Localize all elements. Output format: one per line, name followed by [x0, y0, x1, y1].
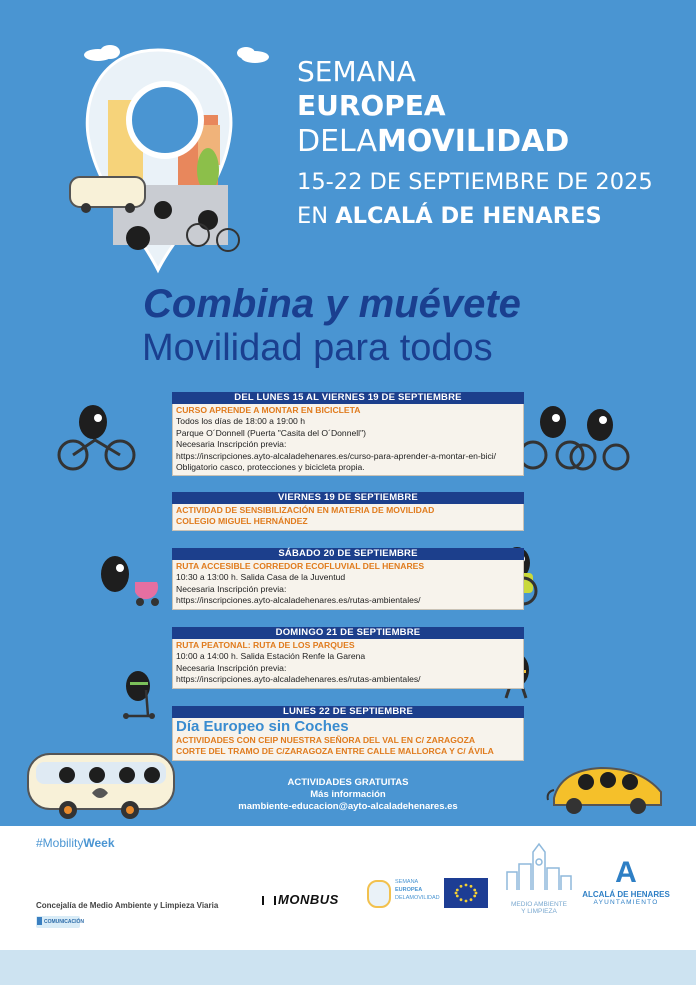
- event-link[interactable]: https://inscripciones.ayto-alcaladehenares.es/rutas-ambientales/: [176, 595, 421, 606]
- parent-stroller-icon: [95, 552, 165, 610]
- hashtag[interactable]: [36, 836, 115, 850]
- comunicacion-logo: [36, 916, 84, 928]
- comunicacion-icon: [37, 917, 42, 925]
- comunicacion-text: COMUNICACIÓN: [44, 919, 84, 925]
- cyclist-left-icon: [55, 400, 140, 475]
- event-date: DEL LUNES 15 AL VIERNES 19 DE SEPTIEMBRE: [172, 392, 524, 404]
- semana-movilidad-logo: [367, 878, 443, 908]
- event-line: Todos los días de 18:00 a 19:00 h: [176, 416, 306, 427]
- place-prefix: EN: [297, 203, 329, 229]
- title-movilidad-bold: MOVILIDAD: [376, 124, 570, 159]
- city-skyline-icon: [503, 842, 575, 892]
- event-line: 10:30 a 13:00 h. Salida Casa de la Juventud: [176, 572, 346, 583]
- contact-email[interactable]: mambiente-educacion@ayto-alcaladehenares.es: [238, 801, 458, 812]
- hashtag-mobility: #Mobility: [36, 836, 84, 850]
- event-headline: Día Europeo sin Coches: [176, 718, 349, 735]
- title-movilidad: [297, 124, 570, 159]
- place-name: ALCALÁ DE HENARES: [335, 203, 602, 229]
- monbus-text: MONBUS: [278, 892, 339, 907]
- hashtag-week: Week: [83, 836, 115, 850]
- event-title: RUTA PEATONAL: RUTA DE LOS PARQUES: [176, 640, 355, 650]
- pin-icon: [367, 880, 391, 908]
- scooter-icon: [118, 668, 160, 720]
- event-line: Necesaria Inscripción previa:: [176, 583, 287, 594]
- free-info: [198, 777, 498, 813]
- event-line: Obligatorio casco, protecciones y bicicleta propia.: [176, 462, 365, 473]
- event-title: RUTA ACCESIBLE CORREDOR ECOFLUVIAL DEL HENARES: [176, 561, 425, 571]
- event-title: CURSO APRENDE A MONTAR EN BICICLETA: [176, 405, 361, 415]
- monbus-icon: [262, 896, 276, 905]
- alcala-text: ALCALÁ DE HENARES: [582, 890, 670, 899]
- event-box-parks-route: [172, 627, 524, 689]
- event-line: Necesaria Inscripción previa:: [176, 662, 287, 673]
- event-box-awareness: [172, 492, 524, 531]
- title-europea: EUROPEA: [297, 89, 446, 122]
- event-title: ACTIVIDADES CON CEIP NUESTRA SEÑORA DEL VAL EN C/ ZARAGOZA: [176, 735, 476, 745]
- event-place: [297, 205, 602, 228]
- event-box-car-free-day: [172, 706, 524, 761]
- slogan-movilidad: Movilidad para todos: [142, 327, 493, 369]
- ayuntamiento-text: AYUNTAMIENTO: [593, 899, 659, 906]
- medio-ambiente-logo: [503, 842, 575, 930]
- event-line: Parque O´Donnell (Puerta "Casita del O´Donnell"): [176, 427, 366, 438]
- europea-logo-text: EUROPEA: [395, 887, 423, 893]
- medio-ambiente-text: MEDIO AMBIENTE: [511, 901, 567, 908]
- slogan-combina: Combina y muévete: [143, 282, 521, 326]
- title-dela: DELA: [297, 124, 377, 159]
- semana-logo-text: SEMANA: [395, 879, 419, 885]
- eu-flag-icon: [444, 878, 488, 908]
- concejalia-label: Concejalía de Medio Ambiente y Limpieza Viaria: [36, 901, 219, 910]
- event-date: VIERNES 19 DE SEPTIEMBRE: [172, 492, 524, 504]
- event-link[interactable]: https://inscripciones.ayto-alcaladehenares.es/curso-para-aprender-a-montar-en-bici/: [176, 450, 497, 461]
- map-pin-illustration: [58, 40, 288, 280]
- event-title: ACTIVIDAD DE SENSIBILIZACIÓN EN MATERIA DE MOVILIDAD: [176, 505, 435, 515]
- monbus-logo: [262, 892, 339, 907]
- alcala-a-icon: A: [615, 856, 637, 889]
- event-subtitle: CORTE DEL TRAMO DE C/ZARAGOZA ENTRE CALLE MALLORCA Y C/ ÁVILA: [176, 746, 494, 757]
- eu-stars-icon: [444, 878, 488, 908]
- event-date: DOMINGO 21 DE SEPTIEMBRE: [172, 627, 524, 639]
- footer: [0, 826, 696, 950]
- event-box-accessible-route: [172, 548, 524, 610]
- title-semana: SEMANA: [297, 55, 416, 88]
- event-subtitle: COLEGIO MIGUEL HERNÁNDEZ: [176, 516, 308, 527]
- electric-car-icon: [546, 760, 668, 818]
- event-date: SÁBADO 20 DE SEPTIEMBRE: [172, 548, 524, 560]
- cyclists-right-icon: [518, 400, 630, 475]
- event-line: 10:00 a 14:00 h. Salida Estación Renfe la Garena: [176, 651, 366, 662]
- event-dates: 15-22 DE SEPTIEMBRE DE 2025: [297, 169, 653, 195]
- bus-icon: [22, 748, 180, 820]
- event-line: Necesaria Inscripción previa:: [176, 439, 287, 450]
- bottom-bar: [0, 950, 696, 985]
- more-info-label: Más información: [310, 789, 386, 800]
- ayuntamiento-logo: [580, 858, 672, 918]
- event-box-bike-course: [172, 392, 524, 476]
- event-link[interactable]: https://inscripciones.ayto-alcaladehenares.es/rutas-ambientales/: [176, 674, 421, 685]
- free-activities-label: ACTIVIDADES GRATUITAS: [287, 777, 409, 788]
- movilidad-logo-text: DELAMOVILIDAD: [395, 895, 440, 901]
- event-date: LUNES 22 DE SEPTIEMBRE: [172, 706, 524, 718]
- limpieza-text: Y LIMPIEZA: [521, 908, 557, 915]
